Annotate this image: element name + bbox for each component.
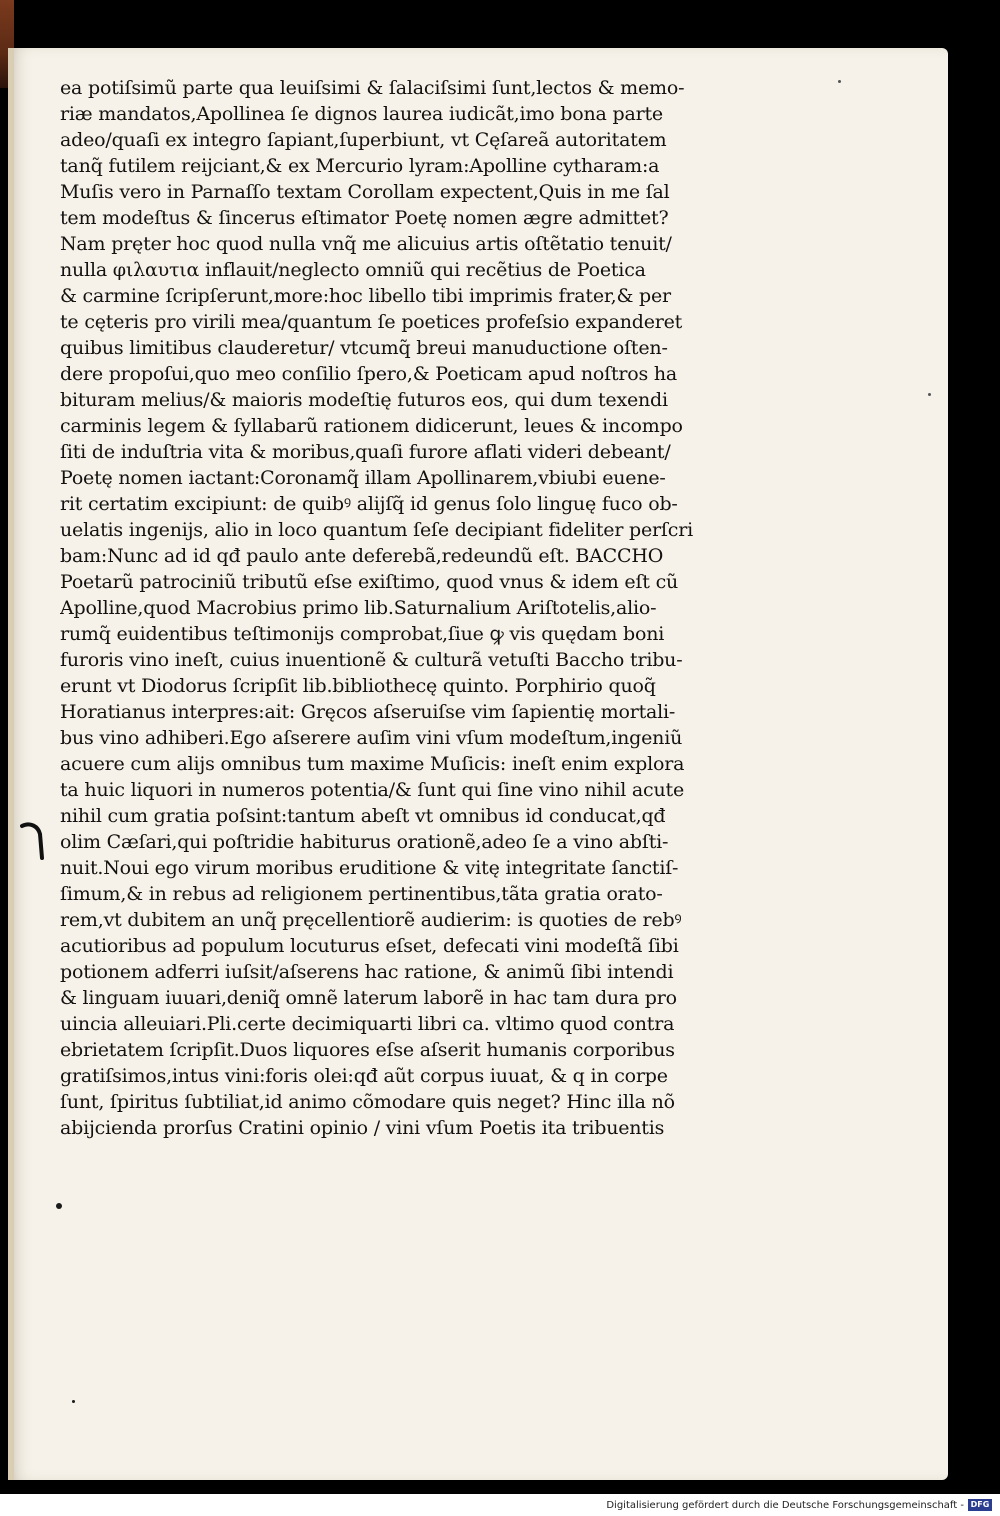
text-line: gratiſsimos,intus vini:foris olei:qđ aũt corpus iuuat, & q in corpe	[60, 1065, 668, 1087]
text-line: Poetę nomen iactant:Coronamq̃ illam Apollinarem,vbiubi euene-	[60, 467, 666, 489]
text-line: tem modeſtus & ſincerus eſtimator Poetę nomen ægre admittet?	[60, 207, 669, 229]
text-line: & linguam iuuari,deniq̃ omnẽ laterum laborẽ in hac tam dura pro	[60, 987, 677, 1009]
text-line: ea potiſsimũ parte qua leuiſsimi & ſalaciſsimi ſunt,lectos & memo-	[60, 77, 685, 99]
text-line: bus vino adhiberi.Ego aſserere auſim vini vſum modeſtum,ingeniũ	[60, 727, 683, 749]
text-line: nulla φιλαυτια inflauit/neglecto omniũ qui recẽtius de Poetica	[60, 259, 646, 281]
text-line: rumq̃ euidentibus teſtimonijs comprobat,ſiue ꝙ vis quędam boni	[60, 623, 665, 645]
text-line: quibus limitibus clauderetur/ vtcumq̃ breui manuductione oſten-	[60, 337, 668, 359]
text-line: Nam pręter hoc quod nulla vnq̃ me alicuius artis oſtẽtatio tenuit/	[60, 233, 672, 255]
text-line: ſiti de induſtria vita & moribus,quaſi furore aflati videri debeant/	[60, 441, 671, 463]
text-line: olim Cæſari,qui poſtridie habiturus orationẽ,adeo ſe a vino abſti-	[60, 831, 669, 853]
text-line: uelatis ingenijs, alio in loco quantum ſeſe decipiant fideliter perſcri	[60, 519, 693, 541]
text-line: riæ mandatos,Apollinea ſe dignos laurea iudicãt,imo bona parte	[60, 103, 663, 125]
text-line: ebrietatem ſcripſit.Duos liquores eſse aſserit humanis corporibus	[60, 1039, 675, 1061]
text-line: uincia alleuiari.Pli.certe decimiquarti libri ca. vltimo quod contra	[60, 1013, 675, 1035]
footer-credit: Digitalisierung gefördert durch die Deutsche Forschungsgemeinschaft -	[606, 1500, 964, 1511]
ink-dot	[56, 1203, 62, 1209]
text-line: Horatianus interpres:ait: Gręcos aſseruiſse vim ſapientię mortali-	[60, 701, 676, 723]
text-line: ſunt, ſpiritus ſubtiliat,id animo cõmodare quis neget? Hinc illa nõ	[60, 1091, 675, 1113]
text-line: ſimum,& in rebus ad religionem pertinentibus,tãta gratia orato-	[60, 883, 663, 905]
ink-speck	[928, 393, 931, 396]
text-line: nuit.Noui ego virum moribus eruditione & vitę integritate ſanctiſ-	[60, 857, 679, 879]
text-line: ta huic liquori in numeros potentia/& ſunt qui ſine vino nihil acute	[60, 779, 685, 801]
text-line: dere propoſui,quo meo conſilio ſpero,& Poeticam apud noſtros ha	[60, 363, 678, 385]
text-line: Apolline,quod Macrobius primo lib.Saturnalium Ariſtotelis,alio-	[60, 597, 657, 619]
text-line: Poetarũ patrociniũ tributũ eſse exiſtimo, quod vnus & idem eſt cũ	[60, 571, 679, 593]
text-line: & carmine ſcripſerunt,more:hoc libello tibi imprimis frater,& per	[60, 285, 671, 307]
text-line: adeo/quaſi ex integro ſapiant,ſuperbiunt, vt Cęſareã autoritatem	[60, 129, 667, 151]
text-line: carminis legem & ſyllabarũ rationem didicerunt, leues & incompo	[60, 415, 683, 437]
text-line: potionem adferri iuſsit/aſserens hac ratione, & animũ ſibi intendi	[60, 961, 674, 983]
text-line: furoris vino ineſt, cuius inuentionẽ & culturã vetuſti Baccho tribu-	[60, 649, 683, 671]
ink-speck	[72, 1400, 75, 1403]
marginal-pointer-mark	[20, 822, 48, 862]
dfg-logo: DFG	[968, 1499, 992, 1511]
text-line: acuere cum alijs omnibus tum maxime Muſicis: ineſt enim explora	[60, 753, 685, 775]
text-line: bam:Nunc ad id qđ paulo ante deferebã,redeundũ eſt. BACCHO	[60, 545, 664, 567]
text-line: erunt vt Diodorus ſcripſit lib.bibliothecę quinto. Porphirio quoq̃	[60, 675, 656, 697]
text-line: acutioribus ad populum locuturus eſset, defecati vini modeſtã ſibi	[60, 935, 679, 957]
text-line: te cęteris pro virili mea/quantum ſe poetices profeſsio expanderet	[60, 311, 683, 333]
text-line: bituram melius/& maioris modeſtię futuros eos, qui dum texendi	[60, 389, 668, 411]
page-edge	[8, 48, 14, 1480]
text-line: rem,vt dubitem an unq̃ pręcellentiorẽ audierim: is quoties de rebꝰ	[60, 909, 682, 931]
text-block	[60, 75, 740, 1141]
text-line: nihil cum gratia poſsint:tantum abeſt vt omnibus id conducat,qđ	[60, 805, 666, 827]
text-line: tanq̃ futilem reijciant,& ex Mercurio lyram:Apolline cytharam:a	[60, 155, 660, 177]
text-line: abijcienda prorſus Cratini opinio / vini vſum Poetis ita tribuentis	[60, 1117, 665, 1139]
text-line: Muſis vero in Parnaſſo textam Corollam expectent,Quis in me ſal	[60, 181, 670, 203]
ink-speck	[838, 80, 841, 83]
text-line: rit certatim excipiunt: de quibꝰ alijſq̃ id genus ſolo linguę fuco ob-	[60, 493, 678, 515]
